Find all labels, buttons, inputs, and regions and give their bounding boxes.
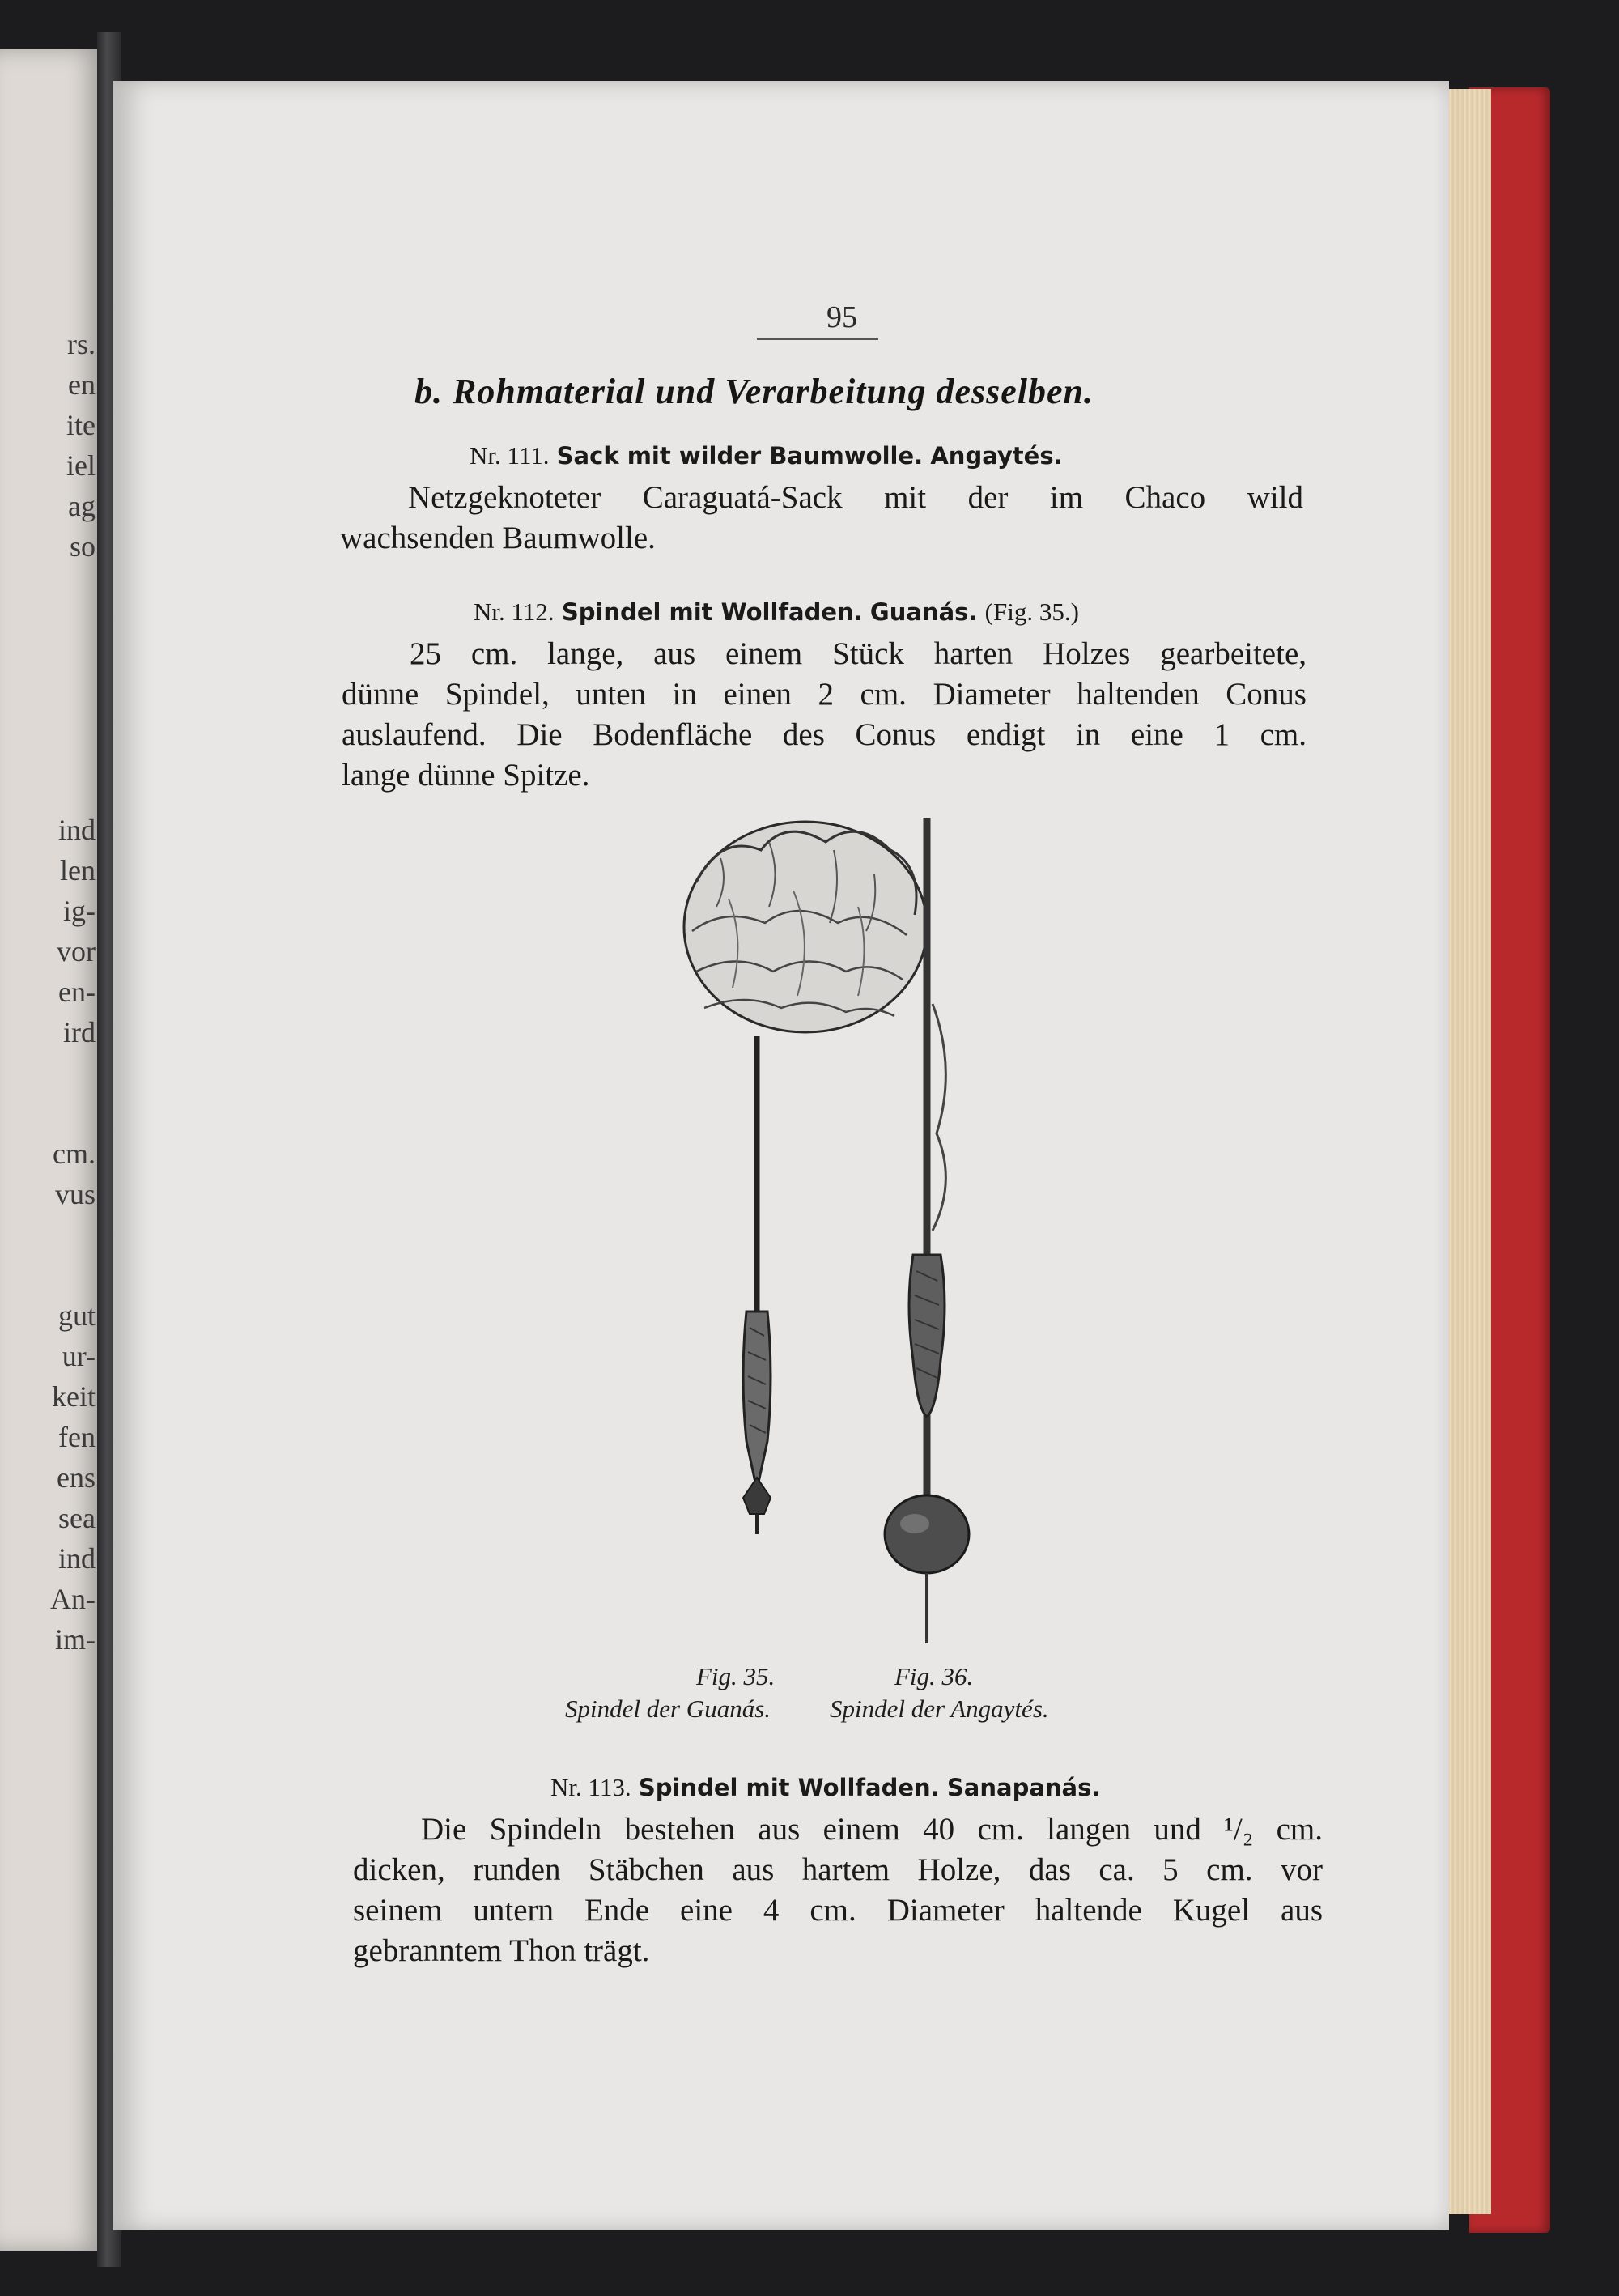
- left-page-fragment: [0, 729, 96, 769]
- left-page-fragment: ur-: [62, 1340, 96, 1372]
- left-page-fragment: keit: [52, 1380, 96, 1413]
- left-page-fragment: len: [60, 854, 96, 887]
- entry-tribe: Guanás.: [869, 598, 978, 626]
- entry-title: Sack mit wilder Baumwolle.: [556, 442, 924, 470]
- right-page: [113, 81, 1449, 2230]
- left-page-fragment: ind: [57, 1542, 96, 1575]
- left-page-fragment: vus: [54, 1178, 96, 1210]
- figure-35-caption: Spindel der Guanás.: [565, 1694, 771, 1723]
- left-page-fragment: [0, 1255, 96, 1295]
- left-page-fragment: im-: [55, 1623, 96, 1656]
- body-line: Netzgeknoteter Caraguatá-Sack mit der im Chaco wild: [408, 480, 1303, 515]
- left-page-fragment: ite: [66, 409, 96, 441]
- entry-number: Nr. 113.: [550, 1773, 631, 1801]
- body-line: dünne Spindel, unten in einen 2 cm. Diameter haltenden Conus: [342, 677, 1307, 712]
- left-page-fragment: iel: [66, 449, 96, 482]
- left-page-fragment: ag: [68, 490, 96, 522]
- entry-113-body: [353, 1809, 1323, 1971]
- body-line: wachsenden Baumwolle.: [340, 521, 656, 555]
- left-page-fragment: cm.: [53, 1137, 96, 1170]
- figure-35-number: Fig. 35.: [696, 1662, 776, 1690]
- left-page-fragment: vor: [57, 935, 96, 967]
- body-line: seinem untern Ende eine 4 cm. Diameter haltende Kugel aus: [353, 1893, 1323, 1928]
- entry-tribe: Angaytés.: [930, 442, 1063, 470]
- left-page-fragment: sea: [58, 1502, 96, 1534]
- entry-113-heading: [550, 1773, 1100, 1802]
- left-page-fragment: rs.: [67, 328, 96, 360]
- entry-112-heading: [474, 597, 1079, 627]
- entry-tribe: Sanapanás.: [946, 1774, 1101, 1801]
- spindle-fig-35: [743, 1036, 771, 1534]
- left-page-fragment: [0, 567, 96, 607]
- left-page-fragment: An-: [50, 1583, 96, 1615]
- figure-reference: (Fig. 35.): [984, 597, 1079, 626]
- left-page-fragment: ens: [57, 1461, 96, 1494]
- left-page-text-fragments: [0, 324, 96, 1660]
- entry-111-heading: [470, 441, 1063, 470]
- left-page-fragment: [0, 769, 96, 810]
- left-page-fragment: [0, 1214, 96, 1255]
- body-line: 25 cm. lange, aus einem Stück harten Holzes gearbeitete,: [410, 636, 1307, 671]
- left-page-fragment: so: [69, 530, 96, 563]
- entry-number: Nr. 112.: [474, 597, 555, 626]
- body-line: lange dünne Spitze.: [342, 758, 590, 793]
- entry-title: Spindel mit Wollfaden.: [561, 598, 863, 626]
- spindle-illustration: [672, 801, 1028, 1652]
- left-page-fragment: en-: [58, 976, 96, 1008]
- section-heading: b. Rohmaterial und Verarbeitung desselben.: [414, 372, 1094, 411]
- left-page: [0, 49, 104, 2251]
- left-page-fragment: [0, 648, 96, 688]
- entry-number: Nr. 111.: [470, 441, 550, 470]
- wool-bundle: [684, 822, 927, 1032]
- left-page-fragment: ind: [57, 814, 96, 846]
- page-number: 95: [826, 300, 857, 334]
- entry-title: Spindel mit Wollfaden.: [638, 1774, 940, 1801]
- entry-112-body: [342, 634, 1307, 796]
- figure-36-caption: Spindel der Angaytés.: [830, 1694, 1049, 1723]
- left-page-fragment: [0, 1093, 96, 1133]
- figure-36-number: Fig. 36.: [894, 1662, 974, 1690]
- left-page-fragment: [0, 688, 96, 729]
- left-page-fragment: [0, 1052, 96, 1093]
- entry-111-body: [340, 478, 1303, 559]
- body-line: auslaufend. Die Bodenfläche des Conus endigt in eine 1 cm.: [342, 717, 1307, 752]
- body-line: dicken, runden Stäbchen aus hartem Holze, das ca. 5 cm. vor: [353, 1852, 1323, 1887]
- left-page-fragment: ig-: [63, 895, 96, 927]
- left-page-fragment: ird: [63, 1016, 96, 1048]
- body-line: Die Spindeln bestehen aus einem 40 cm. langen und ¹/₂ cm.: [421, 1812, 1323, 1847]
- left-page-fragment: en: [68, 368, 96, 401]
- left-page-fragment: [0, 607, 96, 648]
- left-page-fragment: gut: [57, 1299, 96, 1332]
- body-line: gebranntem Thon trägt.: [353, 1933, 650, 1968]
- page-number-rule: [757, 338, 878, 340]
- left-page-fragment: fen: [58, 1421, 96, 1453]
